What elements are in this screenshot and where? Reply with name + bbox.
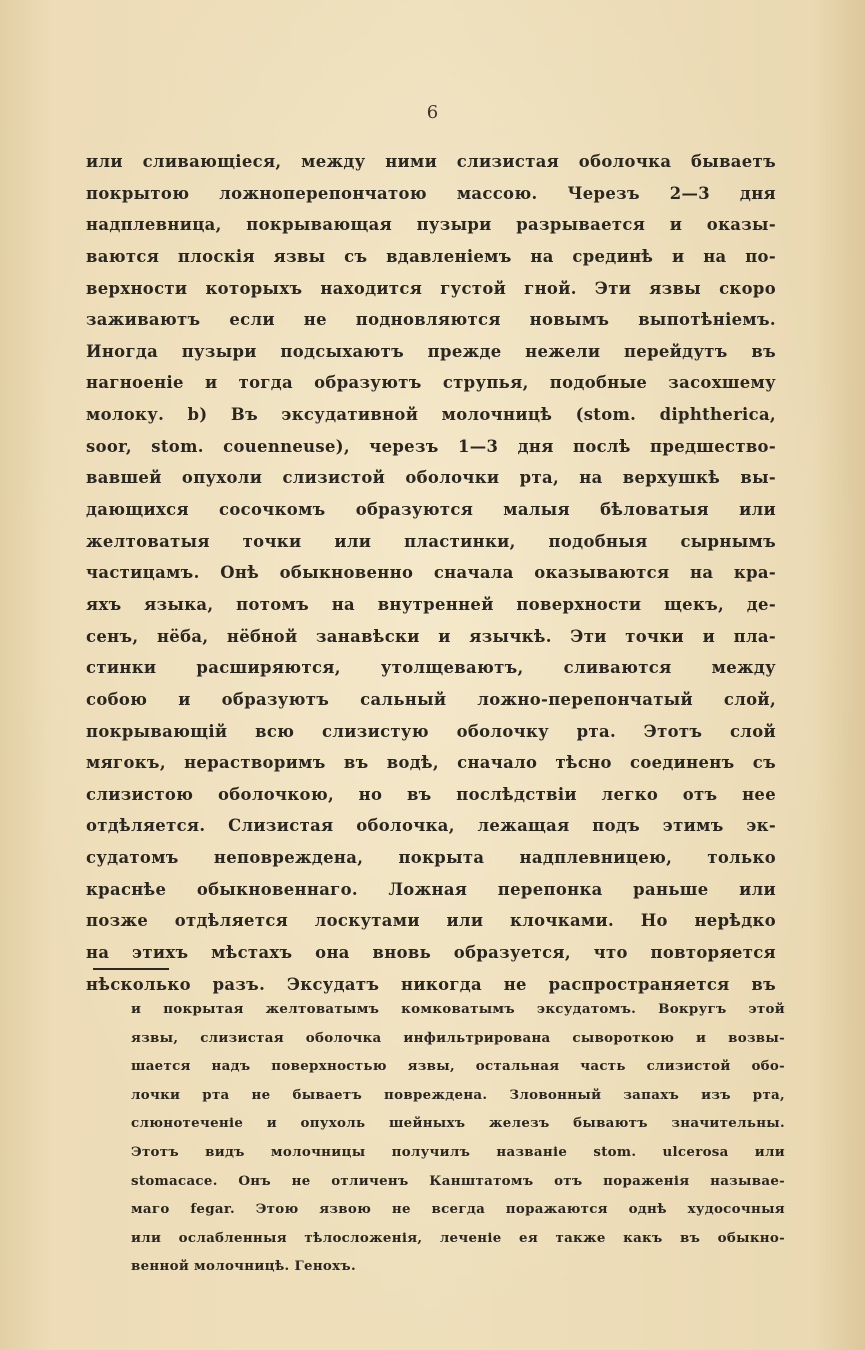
text-line: надплевница, покрывающая пузыри разрывается и оказы- [86,215,776,235]
footnote [131,995,785,1281]
text-line: на этихъ мѣстахъ она вновь образуется, что повторяется [86,943,776,963]
footnote-line: слюнотеченіе и опухоль шейныхъ железъ бываютъ значительны. [131,1115,785,1132]
text-line: сенъ, нёба, нёбной занавѣски и язычкѣ. Эти точки и пла- [86,626,776,646]
footnote-line: язвы, слизистая оболочка инфильтрирована сывороткою и возвы- [131,1029,785,1046]
text-line: верхности которыхъ находится густой гной. Эти язвы скоро [86,278,776,298]
text-line: покрывающій всю слизистую оболочку рта. Этотъ слой [86,721,776,741]
text-line: судатомъ неповреждена, покрыта надплевницею, только [86,848,776,868]
text-line: краснѣе обыкновеннаго. Ложная перепонка раньше или [86,879,776,899]
footnote-line: венной молочницѣ. Генохъ. [131,1258,356,1275]
text-line: покрытою ложноперепончатою массою. Черезъ 2—3 дня [86,183,776,203]
text-line: позже отдѣляется лоскутами или клочками. Но нерѣдко [86,911,776,931]
footnote-line: лочки рта не бываетъ повреждена. Зловонный запахъ изъ рта, [131,1086,785,1103]
footnote-line: Этотъ видъ молочницы получилъ названіе stom. ulcerosa или [131,1143,785,1160]
text-line: желтоватыя точки или пластинки, подобныя сырнымъ [86,531,776,551]
text-line: вавшей опухоли слизистой оболочки рта, на верхушкѣ вы- [86,468,776,488]
footnote-line: stomacace. Онъ не отличенъ Канштатомъ отъ пораженія называе- [131,1172,785,1189]
footnote-line: шается надъ поверхностью язвы, остальная часть слизистой обо- [131,1058,785,1075]
text-line: яхъ языка, потомъ на внутренней поверхности щекъ, де- [86,594,776,614]
text-line: или сливающіеся, между ними слизистая оболочка бываетъ [86,152,776,171]
footnote-divider [93,968,169,970]
footnote-line: и покрытая желтоватымъ комковатымъ эксудатомъ. Вокругъ этой [131,1001,785,1017]
text-line: собою и образуютъ сальный ложно-перепончатый слой, [86,689,776,709]
text-line: мягокъ, нерастворимъ въ водѣ, сначало тѣсно соединенъ съ [86,753,776,773]
text-line: молоку. b) Въ эксудативной молочницѣ (stom. diphtherica, [86,405,776,425]
text-line: ваются плоскія язвы съ вдавленіемъ на срединѣ и на по- [86,246,776,266]
text-line: отдѣляется. Слизистая оболочка, лежащая подъ этимъ эк- [86,816,776,836]
footnote-line: или ослабленныя тѣлосложенія, леченіе ея также какъ въ обыкно- [131,1229,785,1246]
text-line: дающихся сосочкомъ образуются малыя бѣловатыя или [86,500,776,520]
text-line: частицамъ. Онѣ обыкновенно сначала оказываются на кра- [86,563,776,583]
text-line: нагноеніе и тогда образуютъ струпья, подобные засохшему [86,373,776,393]
text-line: Иногда пузыри подсыхаютъ прежде нежели перейдутъ въ [86,341,776,361]
text-line: нѣсколько разъ. Эксудатъ никогда не распространяется въ [86,974,776,994]
text-line: заживаютъ если не подновляются новымъ выпотѣніемъ. [86,310,776,330]
page-number: 6 [426,102,439,123]
text-line: слизистою оболочкою, но въ послѣдствіи легко отъ нее [86,784,776,804]
text-line: soor, stom. couenneuse), черезъ 1—3 дня послѣ предшество- [86,436,776,456]
main-text [86,146,776,1000]
footnote-line: маго fegar. Этою язвою не всегда поражаются однѣ худосочныя [131,1201,785,1218]
text-line: стинки расширяются, утолщеваютъ, сливаются между [86,658,776,678]
